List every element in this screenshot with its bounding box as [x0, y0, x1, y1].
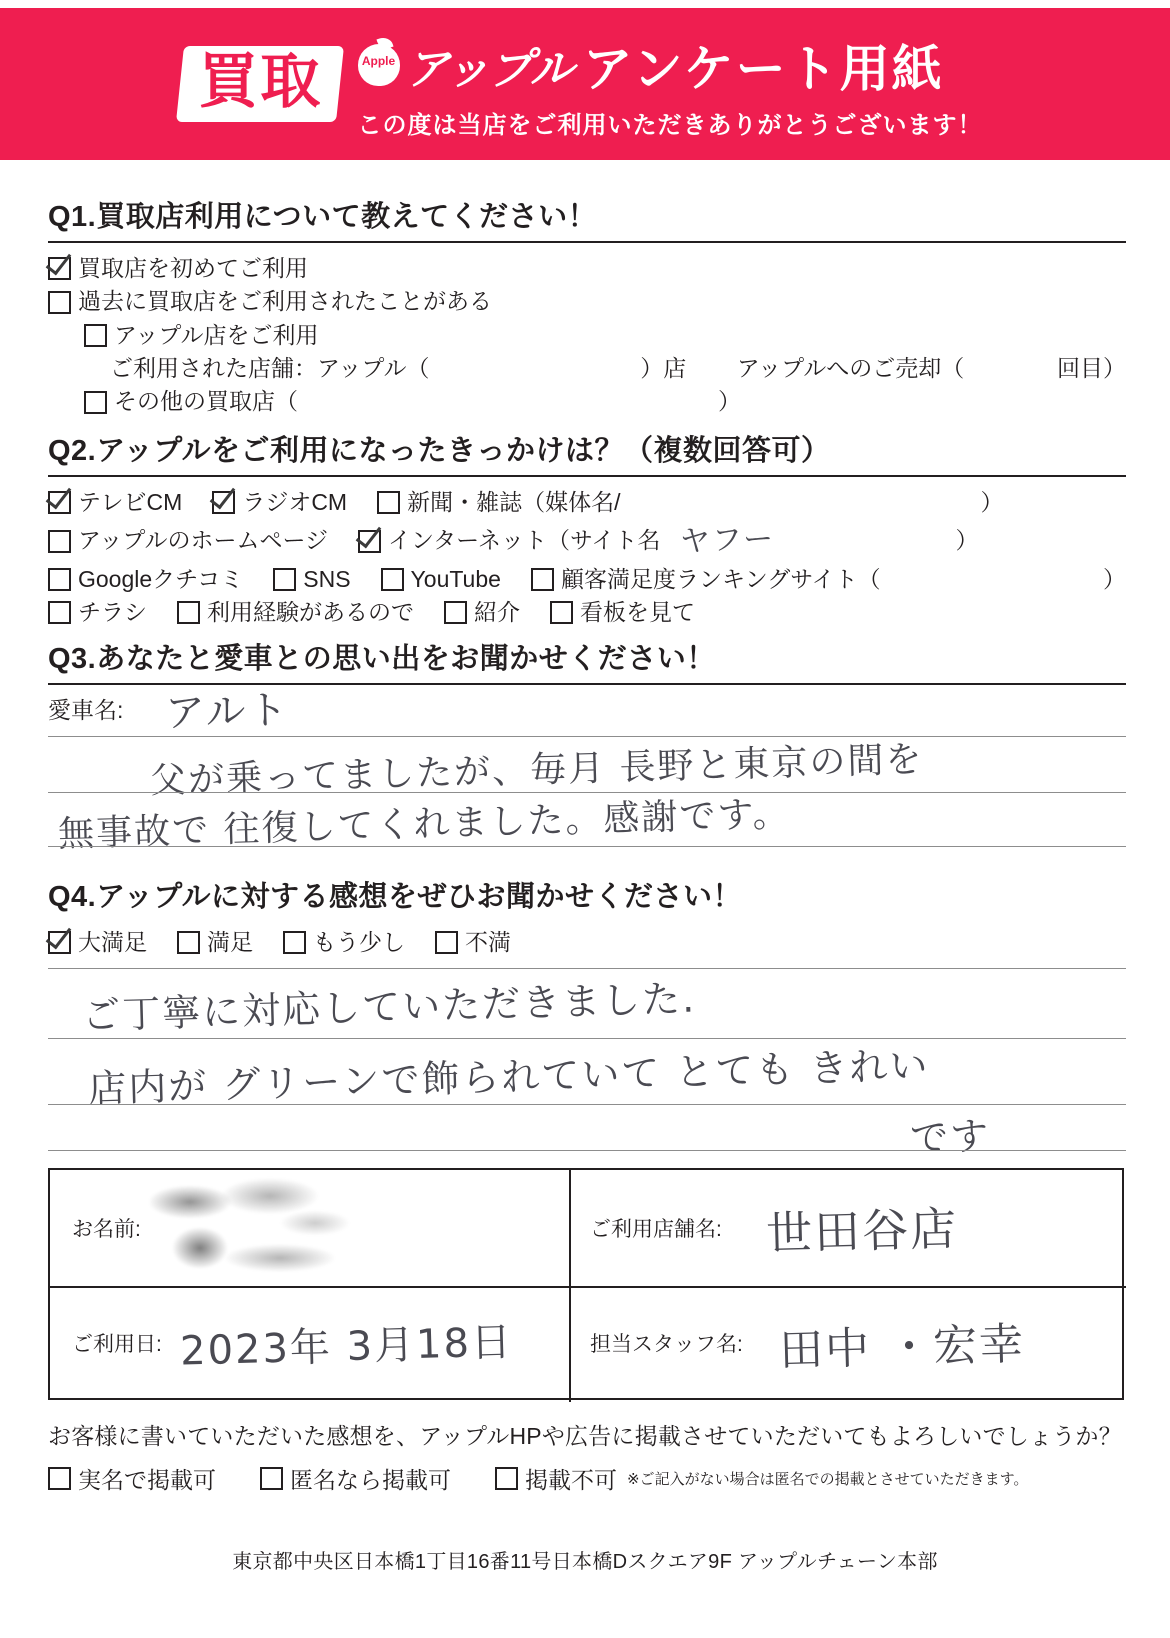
- q2-option-ranking-label: 顧客満足度ランキングサイト（: [560, 565, 881, 592]
- q2-option-ranking-close: ）: [1103, 565, 1126, 592]
- checkbox-icon[interactable]: [435, 931, 458, 954]
- q4-answer-line-1[interactable]: ご丁寧に対応していただきました.: [81, 976, 697, 1038]
- q1-option-0[interactable]: [48, 252, 1126, 285]
- checkbox-icon[interactable]: [550, 601, 573, 624]
- q1-shop-label: ご利用された店舗：アップル（: [110, 355, 430, 382]
- footer-option-1-label: 匿名なら掲載可: [290, 1467, 451, 1493]
- checkbox-icon[interactable]: [381, 568, 404, 591]
- q2-option-youtube-label: YouTube: [410, 565, 501, 592]
- checkbox-icon[interactable]: [48, 931, 71, 954]
- checkbox-icon[interactable]: [444, 601, 467, 624]
- shop-label: ご利用店舗名:: [590, 1218, 722, 1241]
- q3-car-value[interactable]: アルト: [164, 687, 291, 737]
- header-banner: [0, 8, 1170, 160]
- checkbox-icon[interactable]: [48, 491, 71, 514]
- q2-row-2: [48, 519, 1126, 563]
- q2-option-google-label: Googleクチコミ: [78, 565, 244, 592]
- checkbox-icon[interactable]: [48, 257, 71, 280]
- checkbox-icon[interactable]: [531, 568, 554, 591]
- q4-option-2-label: もう少し: [313, 929, 405, 955]
- q3-title: Q3.あなたと愛車との思い出をお聞かせください！: [48, 636, 1126, 685]
- q2-row-1: [48, 486, 1126, 519]
- q4-answer-line-2[interactable]: 店内が グリーンで飾られていて とても きれい: [87, 1043, 931, 1111]
- q3-answer-line-1[interactable]: 父が乗ってましたが、毎月 長野と東京の間を: [149, 739, 924, 802]
- checkbox-icon[interactable]: [177, 931, 200, 954]
- page-title: アンケート用紙: [582, 40, 944, 97]
- q1-option-2[interactable]: [84, 319, 1126, 352]
- name-cell: [72, 1170, 141, 1286]
- q4-writing-line-4: [48, 1150, 1126, 1151]
- q1-option-1[interactable]: [48, 285, 1126, 318]
- q2-title: Q2.アップルをご利用になったきっかけは？（複数回答可）: [48, 428, 1126, 477]
- checkbox-icon[interactable]: [84, 324, 107, 347]
- staff-value[interactable]: 田中 ・宏幸: [778, 1318, 1026, 1377]
- checkbox-icon[interactable]: [212, 491, 235, 514]
- q4-writing-line-2: [48, 1038, 1126, 1039]
- checkbox-icon[interactable]: [48, 601, 71, 624]
- q2-row-4: [48, 596, 1126, 629]
- date-label: ご利用日:: [72, 1333, 162, 1356]
- q1-sale-count-label: アップルへのご売却（: [736, 355, 965, 382]
- name-redaction: [150, 1178, 350, 1286]
- q2-option-news-label: 新聞・雑誌（媒体名/: [407, 489, 621, 515]
- checkbox-icon[interactable]: [177, 601, 200, 624]
- q2-option-internet-close: ）: [955, 527, 979, 554]
- q4-title: Q4.アップルに対する感想をぜひお聞かせください！: [48, 881, 743, 913]
- checkbox-icon[interactable]: [48, 568, 71, 591]
- q1-option-2-label: アップル店をご利用: [114, 321, 319, 348]
- q1-sale-count-close: 回目）: [1057, 355, 1126, 382]
- q2-option-experience-label: 利用経験があるので: [207, 599, 414, 626]
- banner-subtitle: この度は当店をご利用いただきありがとうございます！: [357, 111, 983, 139]
- q4-answer-line-3[interactable]: です: [909, 1113, 991, 1161]
- footer-option-2-label: 掲載不可: [525, 1467, 617, 1493]
- q3-writing-line-1: [48, 736, 1126, 737]
- q2-option-news-close: ）: [980, 489, 1004, 515]
- q2-option-radiocm-label: ラジオCM: [242, 489, 348, 515]
- q3-writing-line-3: [48, 846, 1126, 847]
- publish-consent-note: お客様に書いていただいた感想を、アップルHPや広告に掲載させていただいてもよろしいでしょうか？: [48, 1423, 1122, 1449]
- staff-cell: [590, 1286, 1025, 1400]
- checkbox-icon[interactable]: [260, 1467, 283, 1490]
- q2-internet-site-written: ヤフー: [679, 522, 776, 560]
- shop-value[interactable]: 世田谷店: [765, 1201, 959, 1261]
- q2-option-internet-label: インターネット（サイト名: [388, 527, 661, 554]
- q1-shop-close: ）店: [640, 355, 687, 382]
- checkbox-icon[interactable]: [84, 391, 107, 414]
- q2-row-3: [48, 563, 1126, 596]
- q1-option-3-label: その他の買取店（: [114, 388, 298, 415]
- q4-option-3-label: 不満: [465, 929, 511, 955]
- q4-options: [48, 926, 1126, 959]
- company-address: 東京都中央区日本橋1丁目16番11号日本橋Dスクエア9F アップルチェーン本部: [232, 1551, 938, 1573]
- q1-option-0-label: 買取店を初めてご利用: [78, 255, 308, 281]
- checkbox-icon[interactable]: [48, 1467, 71, 1490]
- checkbox-icon[interactable]: [358, 530, 381, 553]
- q1-option-1-label: 過去に買取店をご利用されたことがある: [78, 288, 492, 315]
- q1-option-3[interactable]: [84, 385, 1126, 418]
- checkbox-icon[interactable]: [283, 931, 306, 954]
- shop-cell: [590, 1170, 958, 1286]
- q4-option-0-label: 大満足: [78, 929, 147, 955]
- q1-shop-line: [110, 352, 1126, 385]
- apple-icon-label: Apple: [361, 53, 396, 68]
- q3-answer-line-2[interactable]: 無事故で 往復してくれました。感謝です。: [57, 793, 792, 856]
- kaitori-badge: [176, 46, 344, 122]
- checkbox-icon[interactable]: [48, 530, 71, 553]
- q2-option-referral-label: 紹介: [474, 599, 520, 626]
- q4-option-1-label: 満足: [207, 929, 253, 955]
- footer-small-note: ※ご記入がない場合は匿名での掲載とさせていただきます。: [627, 1471, 1029, 1488]
- q4-writing-line-1: [48, 968, 1126, 969]
- q2-option-tvcm-label: テレビCM: [78, 489, 183, 515]
- q3-car-label: 愛車名:: [48, 697, 124, 723]
- apple-logo: [358, 33, 573, 97]
- q1-other-close: ）: [718, 388, 741, 415]
- apple-icon: [358, 44, 400, 86]
- staff-label: 担当スタッフ名:: [590, 1333, 743, 1356]
- checkbox-icon[interactable]: [377, 491, 400, 514]
- footer-option-0-label: 実名で掲載可: [78, 1467, 216, 1493]
- q2-option-flyer-label: チラシ: [78, 599, 147, 626]
- publish-consent-options: [48, 1462, 1028, 1495]
- name-label: お名前:: [72, 1218, 141, 1241]
- date-value[interactable]: 2023年 3月18日: [179, 1318, 514, 1375]
- brand-name: アップル: [405, 44, 573, 94]
- checkbox-icon[interactable]: [48, 291, 71, 314]
- checkbox-icon[interactable]: [495, 1467, 518, 1490]
- kaitori-badge-label: 買取: [197, 48, 322, 115]
- q2-option-sns-label: SNS: [303, 565, 351, 592]
- q2-option-homepage-label: アップルのホームページ: [78, 527, 329, 554]
- date-cell: [72, 1286, 513, 1400]
- q1-title: Q1.買取店利用について教えてください！: [48, 194, 1126, 243]
- checkbox-icon[interactable]: [273, 568, 296, 591]
- q2-option-signboard-label: 看板を見て: [580, 599, 695, 626]
